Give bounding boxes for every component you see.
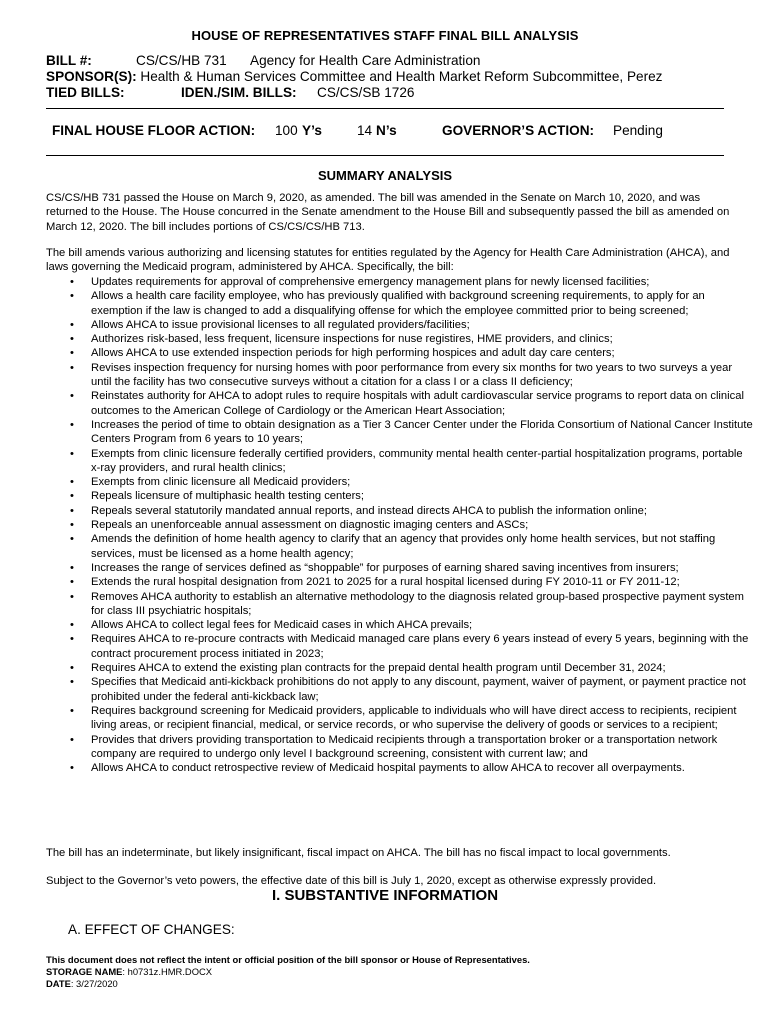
bullet-dot: •: [70, 447, 74, 460]
summary-bullet-item: [46, 418, 754, 447]
summary-bullet-item: [46, 318, 754, 332]
bullet-text: Repeals several statutorily mandated annual reports, and instead directs AHCA to publish the information online;: [91, 504, 647, 517]
bullet-text: Allows AHCA to collect legal fees for Medicaid cases in which AHCA prevails;: [91, 619, 473, 632]
iden-sim-bills-value: CS/CS/SB 1726: [317, 85, 415, 100]
bill-subject: Agency for Health Care Administration: [250, 53, 481, 68]
bullet-text: Increases the range of services defined as “shoppable” for purposes of earning shared saving incentives from insurers;: [91, 561, 679, 574]
summary-bullet-item: [46, 661, 754, 675]
bullet-dot: •: [70, 662, 74, 675]
date-value: : 3/27/2020: [70, 978, 118, 989]
bullet-text: Requires AHCA to re-procure contracts with Medicaid managed care plans every 6 years instead of every 5 years, beginning with the contract procurement process initiated in 2023;: [91, 633, 749, 660]
bullet-text: Extends the rural hospital designation from 2021 to 2025 for a rural hospital licensed during FY 2010-11 or FY 2011-12;: [91, 576, 680, 589]
summary-bullet-list: [46, 275, 754, 775]
bullet-text: Allows AHCA to conduct retrospective review of Medicaid hospital payments to allow AHCA to recover all overpayments.: [91, 762, 685, 775]
storage-value: : h0731z.HMR.DOCX: [122, 966, 213, 977]
summary-bullet-item: [46, 346, 754, 360]
nays-label: N’s: [376, 123, 397, 138]
bill-number: CS/CS/HB 731: [136, 53, 227, 68]
bullet-text: Requires AHCA to extend the existing plan contracts for the prepaid dental health program until December 31, 2024;: [91, 662, 666, 675]
summary-bullet-item: [46, 733, 754, 762]
summary-bullet-item: [46, 289, 754, 318]
section-heading: I. SUBSTANTIVE INFORMATION: [271, 887, 499, 904]
bullet-text: Updates requirements for approval of comprehensive emergency management plans for newly licensed facilities;: [91, 276, 650, 288]
bullet-dot: •: [70, 633, 74, 646]
bullet-dot: •: [70, 290, 74, 303]
bullet-text: Allows AHCA to issue provisional licenses to all regulated providers/facilities;: [91, 318, 470, 331]
section-subheading: A. EFFECT OF CHANGES:: [68, 922, 235, 937]
header-rule-bottom: [46, 155, 724, 156]
bullet-text: Repeals an unenforceable annual assessment on diagnostic imaging centers and ASCs;: [91, 519, 529, 532]
bullet-text: Allows a health care facility employee, who has previously qualified with background screening requirements, to apply for an exemption if the law is changed to add a disqualifying offense for which the employee committed prior to being screened;: [91, 290, 705, 317]
bill-number-line: [46, 53, 481, 69]
bullet-dot: •: [70, 519, 74, 532]
bullet-text: Authorizes risk-based, less frequent, licensure inspections for nuse registires, HME providers, and clinics;: [91, 333, 613, 346]
bullet-dot: •: [70, 390, 74, 403]
effective-date: Subject to the Governor’s veto powers, the effective date of this bill is July 1, 2020, except as otherwise expressly provided.: [46, 875, 657, 887]
summary-bullet-item: [46, 447, 754, 476]
bullet-dot: •: [70, 561, 74, 574]
bullet-dot: •: [70, 576, 74, 589]
bullet-text: Specifies that Medicaid anti-kickback prohibitions do not apply to any discount, payment, waiver of payment, or payment practice not prohibited under the federal anti-kickback law;: [91, 676, 746, 703]
footer-date: [46, 978, 118, 990]
bullet-dot: •: [70, 762, 74, 775]
fiscal-impact: The bill has an indeterminate, but likely insignificant, fiscal impact on AHCA. The bill has no fiscal impact to local governments.: [46, 847, 671, 859]
bullet-dot: •: [70, 676, 74, 689]
summary-bullet-item: [46, 761, 754, 775]
sponsors-label: SPONSOR(S):: [46, 69, 137, 84]
nays-count: 14: [357, 123, 373, 138]
bullet-text: Exempts from clinic licensure federally certified providers, community mental health center-partial hospitalization programs, portable x-ray providers, and rural health clinics;: [91, 447, 743, 474]
summary-bullet-item: [46, 489, 754, 503]
summary-bullet-item: [46, 361, 754, 390]
bullet-dot: •: [70, 619, 74, 632]
bullet-text: Reinstates authority for AHCA to adopt rules to require hospitals with adult cardiovascular service programs to report data on clinical outcomes to the American College of Cardiology or the American Heart Association;: [91, 390, 744, 417]
summary-bullet-item: [46, 389, 754, 418]
tied-bills-label: TIED BILLS:: [46, 85, 125, 100]
summary-bullet-item: [46, 575, 754, 589]
date-label: DATE: [46, 978, 71, 989]
yeas-count: 100: [275, 123, 298, 138]
tied-bills-line: [46, 85, 415, 101]
footer-storage: [46, 966, 212, 978]
bullet-text: Requires background screening for Medicaid providers, applicable to individuals who will have direct access to recipients, recipient living areas, or recipient financial, medical, or service records, or who supervise the delivery of goods or services to a recipient;: [91, 704, 737, 732]
summary-bullet-item: [46, 590, 754, 619]
bullet-text: Allows AHCA to use extended inspection periods for high performing hospices and adult day care centers;: [91, 347, 615, 360]
bullet-dot: •: [70, 590, 74, 603]
bullet-text: Increases the period of time to obtain designation as a Tier 3 Cancer Center under the Florida Consortium of National Cancer Institute Centers Program from 6 years to 10 years;: [91, 418, 753, 446]
bullet-dot: •: [70, 347, 74, 360]
summary-bullet-item: [46, 504, 754, 518]
summary-intro: CS/CS/HB 731 passed the House on March 9, 2020, as amended. The bill was amended in the Senate on March 10, 2020, and was returned to the House. The House concurred in the Senate amendment to the House Bill and subsequently passed the bill as amended on March 12, 2020. The bill includes portions of CS/CS/CS/HB 713.: [46, 192, 730, 233]
sponsors-line: [46, 69, 662, 85]
bullet-text: Amends the definition of home health agency to clarify that an agency that provides only home health services, but not staffing services, must be licensed as a home health agency;: [91, 533, 716, 560]
summary-bullet-item: [46, 618, 754, 632]
summary-bullet-item: [46, 675, 754, 704]
bullet-dot: •: [70, 490, 74, 503]
storage-label: STORAGE NAME: [46, 966, 123, 977]
bullet-dot: •: [70, 704, 74, 717]
bullet-text: Removes AHCA authority to establish an alternative methodology to the diagnosis related group-based prospective payment system for class III psychiatric hospitals;: [91, 590, 744, 617]
footer-disclaimer: This document does not reflect the intent or official position of the bill sponsor or House of Representatives.: [46, 954, 530, 965]
document-title: HOUSE OF REPRESENTATIVES STAFF FINAL BILL ANALYSIS: [191, 28, 579, 43]
bullet-text: Provides that drivers providing transportation to Medicaid recipients through a transportation broker or a transportation network company are required to undergo only level I background screening, consistent with current law; and: [91, 733, 718, 760]
summary-heading: SUMMARY ANALYSIS: [317, 168, 453, 183]
floor-action-label: FINAL HOUSE FLOOR ACTION:: [52, 123, 256, 138]
summary-bullet-item: [46, 275, 754, 289]
summary-bullet-item: [46, 561, 754, 575]
bullet-dot: •: [70, 504, 74, 517]
bullet-text: Repeals licensure of multiphasic health testing centers;: [91, 490, 364, 503]
summary-bullet-item: [46, 475, 754, 489]
bullet-dot: •: [70, 418, 74, 431]
sponsors-value: Health & Human Services Committee and Health Market Reform Subcommittee, Perez: [140, 69, 663, 84]
header-rule-top: [46, 108, 724, 109]
bullet-dot: •: [70, 533, 74, 546]
governor-action-label: GOVERNOR’S ACTION:: [442, 123, 595, 138]
bullet-dot: •: [70, 476, 74, 489]
bullet-dot: •: [70, 318, 74, 331]
yeas-label: Y’s: [302, 123, 322, 138]
summary-bullet-item: [46, 532, 754, 561]
summary-bullet-item: [46, 704, 754, 733]
summary-lead: The bill amends various authorizing and licensing statutes for entities regulated by the Agency for Health Care Administration (AHCA), and laws governing the Medicaid program, administered by AHCA. Specifically, the bill:: [46, 247, 730, 274]
summary-bullet-item: [46, 632, 754, 661]
bullet-text: Revises inspection frequency for nursing homes with poor performance from every six months for two years to two surveys a year until the facility has two consecutive surveys without a citation for a class I or a class II deficiency;: [91, 361, 733, 389]
bullet-text: Exempts from clinic licensure all Medicaid providers;: [91, 476, 351, 489]
bullet-dot: •: [70, 333, 74, 346]
summary-bullet-item: [46, 518, 754, 532]
summary-bullet-item: [46, 332, 754, 346]
governor-action-value: Pending: [613, 123, 663, 138]
iden-sim-bills-label: IDEN./SIM. BILLS:: [181, 85, 297, 100]
bullet-dot: •: [70, 733, 74, 746]
bill-label: BILL #:: [46, 53, 92, 68]
bullet-dot: •: [70, 276, 74, 288]
bullet-dot: •: [70, 361, 74, 374]
